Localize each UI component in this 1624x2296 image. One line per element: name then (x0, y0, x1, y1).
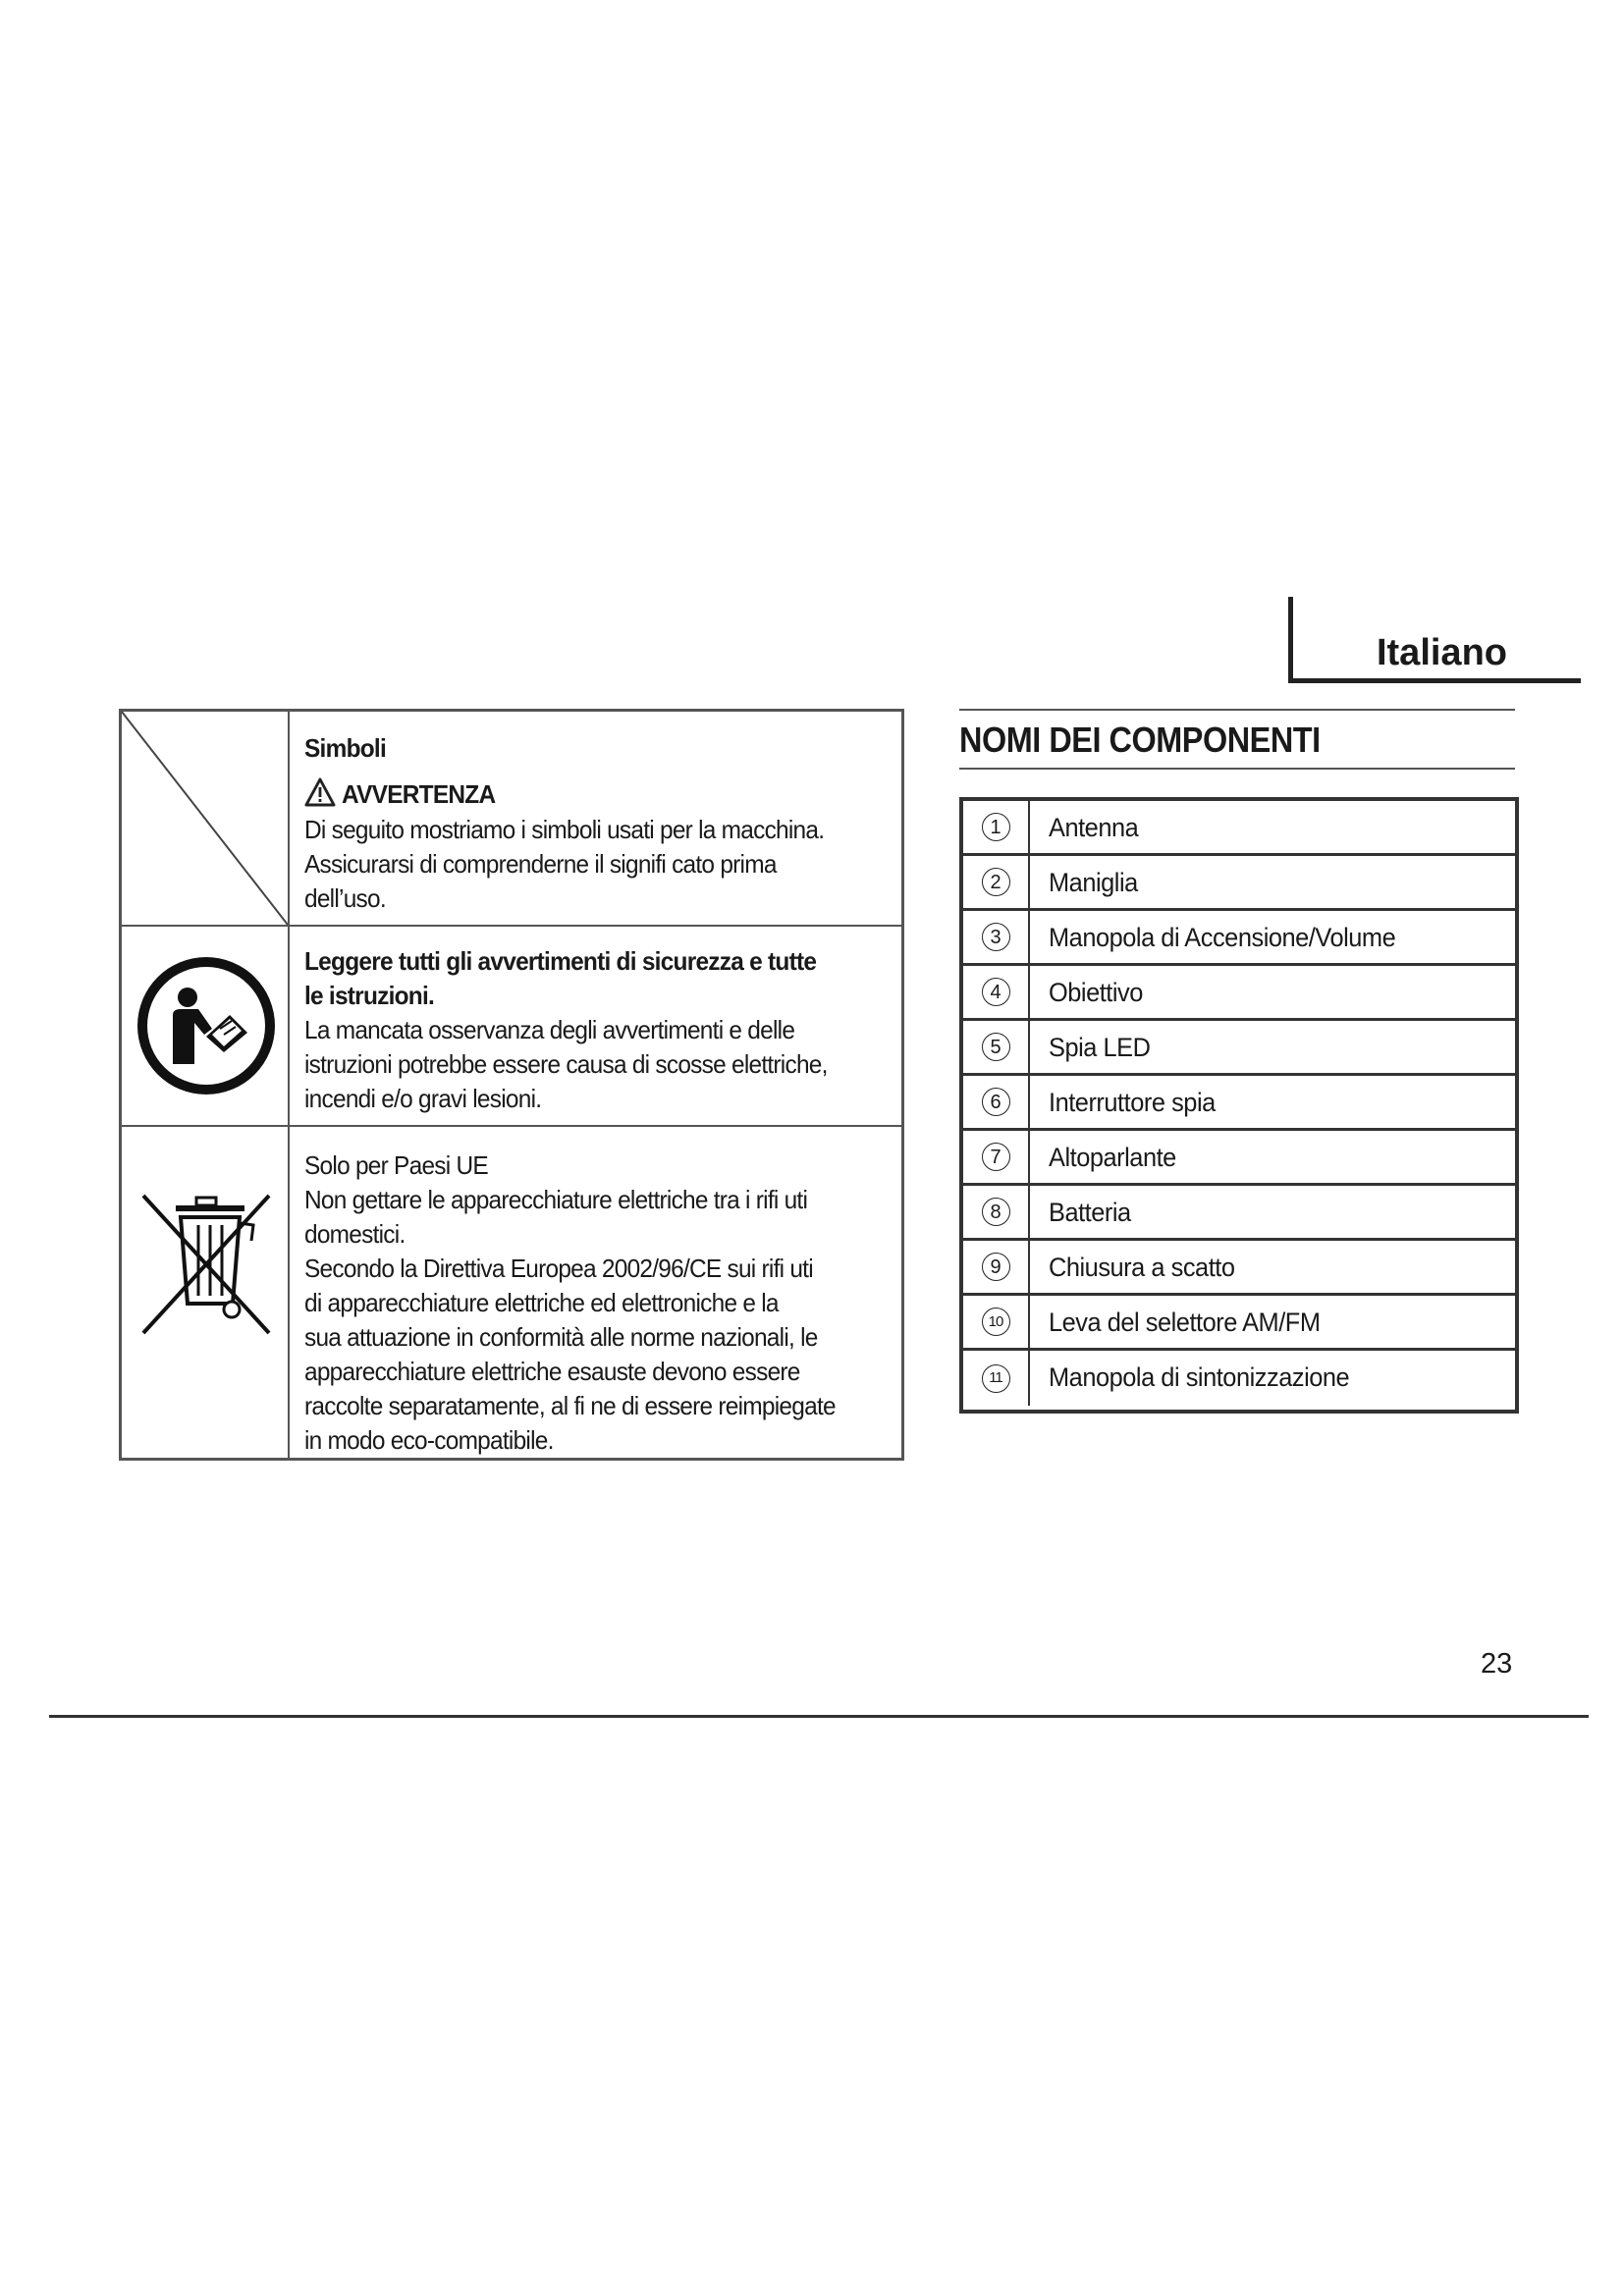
component-row (963, 966, 1515, 1021)
warning-label: AVVERTENZA (342, 779, 496, 809)
component-number-cell (963, 911, 1030, 963)
component-number: 10 (982, 1308, 1010, 1336)
component-label: Altoparlante (1049, 1143, 1176, 1172)
crossed-bin-icon (122, 1127, 288, 1458)
component-row (963, 1351, 1515, 1406)
component-number: 1 (982, 813, 1010, 841)
component-row (963, 1186, 1515, 1241)
weee-line: apparecchiature elettriche esauste devono essere (304, 1357, 800, 1386)
component-label: Spia LED (1049, 1033, 1151, 1062)
component-number-cell (963, 966, 1030, 1018)
read-manual-line: La mancata osservanza degli avvertimenti e delle (304, 1015, 795, 1044)
symbols-table (119, 709, 904, 1461)
warning-triangle-icon (304, 777, 336, 807)
component-number: 2 (982, 868, 1010, 896)
component-row (963, 1021, 1515, 1076)
component-number-cell (963, 1351, 1030, 1406)
component-number-cell (963, 856, 1030, 908)
read-manual-text (304, 944, 847, 1116)
components-table (959, 797, 1519, 1414)
component-label: Obiettivo (1049, 978, 1143, 1007)
components-title-bar (959, 709, 1515, 770)
component-row (963, 1076, 1515, 1131)
symbols-row-intro (122, 712, 901, 927)
component-number-cell (963, 1131, 1030, 1183)
symbols-intro-text (304, 731, 847, 916)
language-label: Italiano (1376, 632, 1507, 673)
page-number: 23 (1481, 1648, 1513, 1680)
component-label: Chiusura a scatto (1049, 1253, 1235, 1282)
weee-line: raccolte separatamente, al fi ne di essere reimpiegate (304, 1391, 836, 1420)
weee-line: Non gettare le apparecchiature elettriche tra i rifi uti (304, 1185, 808, 1214)
component-number: 9 (982, 1253, 1010, 1281)
component-row (963, 856, 1515, 911)
components-title: NOMI DEI COMPONENTI (959, 720, 1321, 760)
component-number-cell (963, 1186, 1030, 1238)
symbols-row-weee (122, 1127, 901, 1458)
component-number: 7 (982, 1143, 1010, 1171)
component-row (963, 911, 1515, 966)
component-number-cell (963, 1021, 1030, 1073)
component-number: 8 (982, 1198, 1010, 1226)
component-row (963, 1241, 1515, 1296)
language-tab (1288, 597, 1581, 683)
weee-line: di apparecchiature elettriche ed elettroniche e la (304, 1288, 779, 1317)
diagonal-slash-icon (122, 712, 288, 925)
component-number: 3 (982, 923, 1010, 951)
weee-text (304, 1148, 847, 1458)
read-manual-line: incendi e/o gravi lesioni. (304, 1084, 542, 1113)
component-number-cell (963, 801, 1030, 853)
component-number: 11 (982, 1364, 1010, 1393)
component-label: Manopola di Accensione/Volume (1049, 923, 1396, 952)
component-row (963, 1296, 1515, 1351)
component-number-cell (963, 1076, 1030, 1128)
component-number-cell (963, 1241, 1030, 1293)
component-label: Maniglia (1049, 868, 1138, 897)
component-row (963, 1131, 1515, 1186)
component-label: Antenna (1049, 813, 1139, 842)
read-manual-icon (122, 927, 288, 1125)
warning-line (304, 777, 847, 813)
symbols-intro-line: dell’uso. (304, 883, 386, 913)
component-label: Manopola di sintonizzazione (1049, 1362, 1350, 1392)
component-number: 6 (982, 1088, 1010, 1116)
symbols-row-read-manual (122, 927, 901, 1127)
component-number-cell (963, 1296, 1030, 1348)
weee-line: Solo per Paesi UE (304, 1150, 488, 1180)
read-manual-heading: Leggere tutti gli avvertimenti di sicurezza e tutte (304, 946, 817, 976)
component-number: 5 (982, 1033, 1010, 1061)
component-number: 4 (982, 978, 1010, 1006)
footer-rule (49, 1715, 1589, 1718)
component-label: Batteria (1049, 1198, 1131, 1227)
read-manual-cell (122, 927, 290, 1125)
weee-line: Secondo la Direttiva Europea 2002/96/CE sui rifi uti (304, 1254, 813, 1283)
slash-cell (122, 712, 290, 925)
read-manual-heading: le istruzioni. (304, 981, 435, 1010)
component-label: Interruttore spia (1049, 1088, 1216, 1117)
weee-line: in modo eco-compatibile. (304, 1425, 554, 1455)
component-row (963, 801, 1515, 856)
symbols-title: Simboli (304, 733, 386, 763)
weee-line: domestici. (304, 1219, 406, 1249)
weee-cell (122, 1127, 290, 1458)
symbols-intro-line: Di seguito mostriamo i simboli usati per la macchina. (304, 815, 825, 844)
read-manual-line: istruzioni potrebbe essere causa di scosse elettriche, (304, 1049, 828, 1079)
symbols-intro-line: Assicurarsi di comprenderne il signifi cato prima (304, 849, 777, 879)
weee-line: sua attuazione in conformità alle norme nazionali, le (304, 1322, 818, 1352)
component-label: Leva del selettore AM/FM (1049, 1308, 1321, 1337)
